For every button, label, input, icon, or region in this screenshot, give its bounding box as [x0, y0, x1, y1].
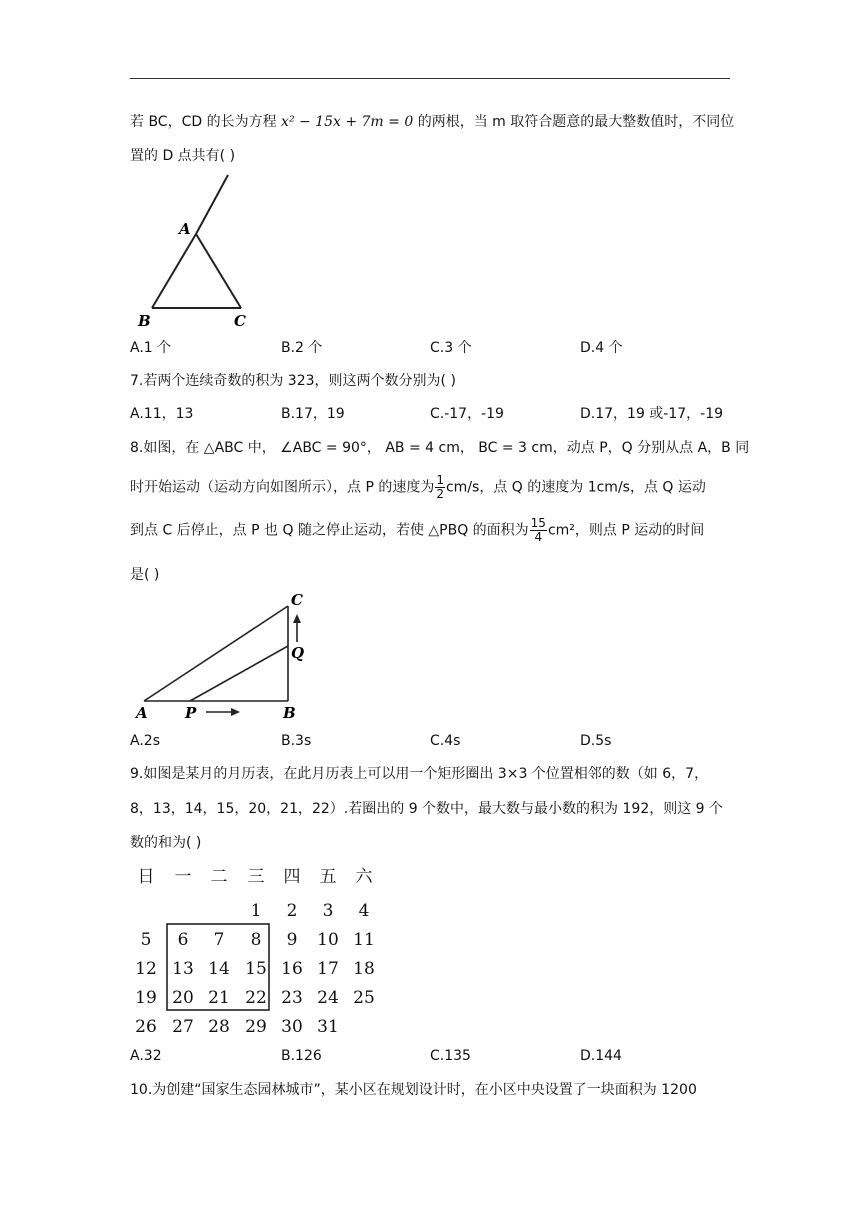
q8-label-p: P: [185, 704, 197, 722]
q9-calendar: [128, 860, 388, 1040]
q9-option-b: B.126: [281, 1048, 322, 1064]
q8-text-b: cm/s，点 Q 的速度为 1cm/s，点 Q 运动: [445, 479, 706, 496]
q9-weekday-2: 二: [210, 867, 228, 887]
q6-side-ab: [152, 234, 196, 308]
q9-weekday-6: 六: [355, 867, 373, 887]
q8-area-num: 15: [530, 516, 546, 530]
q9-calendar-day: 23: [281, 988, 303, 1008]
q8-speed-den: 2: [436, 487, 444, 501]
q9-calendar-day: 22: [245, 988, 267, 1008]
q8-label-b: B: [283, 704, 296, 722]
q9-calendar-day: 17: [317, 959, 339, 979]
q8-triangle-figure: [130, 588, 330, 723]
q9-calendar-day: 7: [213, 930, 225, 950]
q9-calendar-day: 16: [281, 959, 303, 979]
q6-equation: x² − 15x + 7m = 0: [281, 114, 414, 130]
q9-calendar-day: 5: [140, 930, 152, 950]
q8-option-c: C.4s: [430, 733, 461, 749]
q9-calendar-day: 2: [286, 901, 298, 921]
q9-calendar-day: 31: [317, 1017, 339, 1037]
q9-calendar-day: 10: [317, 930, 339, 950]
q8-line-4: 是( ): [130, 567, 160, 583]
q9-option-d: D.144: [580, 1048, 622, 1064]
q8-line-2: [130, 474, 706, 501]
q9-calendar-day: 29: [245, 1017, 267, 1037]
q7-option-a: A.11，13: [130, 406, 194, 422]
q6-side-ac: [196, 234, 241, 308]
q7-stem: 7.若两个连续奇数的积为 323，则这两个数分别为( ): [130, 373, 456, 389]
q9-line-3: 数的和为( ): [130, 835, 202, 851]
q9-calendar-day: 11: [353, 930, 375, 950]
q9-option-a: A.32: [130, 1048, 162, 1064]
q9-calendar-day: 12: [135, 959, 157, 979]
q6-text-a: 若 BC，CD 的长为方程: [130, 114, 282, 130]
q6-label-b: B: [138, 312, 151, 330]
q9-line-2: 8，13，14，15，20，21，22）.若圈出的 9 个数中，最大数与最小数的积为 192，则这 9 个: [130, 801, 724, 817]
q8-text-c: 到点 C 后停止，点 P 也 Q 随之停止运动，若使 △PBQ 的面积为: [130, 522, 529, 539]
q7-option-d: D.17，19 或-17，-19: [580, 406, 724, 422]
q6-option-a: A.1 个: [130, 340, 172, 356]
q8-area-den: 4: [534, 530, 543, 544]
q6-text-b: 的两根，当 m 取符合题意的最大整数值时，不同位: [413, 114, 735, 130]
q9-weekday-5: 五: [319, 867, 337, 887]
q9-line-1: 9.如图是某月的月历表，在此月历表上可以用一个矩形圈出 3×3 个位置相邻的数（如 6，7，: [130, 766, 709, 782]
header-rule: [130, 78, 730, 79]
q8-label-q: Q: [291, 644, 305, 662]
q8-speed-num: 1: [436, 473, 444, 487]
q8-arrow-p-head: [231, 708, 240, 716]
q9-calendar-day: 21: [208, 988, 230, 1008]
q6-line-2: 置的 D 点共有( ): [130, 148, 236, 164]
q9-calendar-day: 20: [172, 988, 194, 1008]
q8-option-a: A.2s: [130, 733, 160, 749]
q9-calendar-day: 19: [135, 988, 157, 1008]
q9-calendar-day: 6: [177, 930, 189, 950]
q8-line-1: 8.如图，在 △ABC 中， ∠ABC = 90°， AB = 4 cm， BC = 3 cm，动点 P，Q 分别从点 A，B 同: [130, 440, 750, 456]
q9-calendar-day: 8: [250, 930, 262, 950]
q6-option-b: B.2 个: [281, 340, 323, 356]
q6-option-d: D.4 个: [580, 340, 623, 356]
q9-weekday-0: 日: [137, 867, 155, 887]
q9-calendar-day: 9: [286, 930, 298, 950]
q8-speed-fraction: [435, 474, 445, 501]
q9-calendar-day: 4: [358, 901, 370, 921]
q8-segment-pq: [190, 646, 288, 701]
q8-option-b: B.3s: [281, 733, 312, 749]
q8-area-fraction: [530, 517, 547, 544]
q9-option-c: C.135: [430, 1048, 471, 1064]
q6-label-c: C: [234, 312, 246, 330]
q8-text-a: 时开始运动（运动方向如图所示），点 P 的速度为: [130, 479, 435, 496]
q8-arrow-q-head: [293, 614, 301, 623]
q9-calendar-day: 28: [208, 1017, 230, 1037]
q6-ray: [196, 175, 228, 234]
q9-calendar-day: 1: [250, 901, 262, 921]
q9-calendar-day: 27: [172, 1017, 194, 1037]
q8-text-d: cm²，则点 P 运动的时间: [547, 522, 705, 539]
q9-calendar-day: 13: [172, 959, 194, 979]
q8-label-a: A: [136, 704, 148, 722]
q9-calendar-day: 18: [353, 959, 375, 979]
q9-calendar-day: 25: [353, 988, 375, 1008]
q8-label-c: C: [291, 591, 303, 609]
q6-line-1: [130, 112, 734, 132]
q10-line-1: 10.为创建“国家生态园林城市”，某小区在规划设计时，在小区中央设置了一块面积为 1200: [130, 1082, 697, 1098]
q9-calendar-day: 15: [245, 959, 267, 979]
q9-calendar-day: 24: [317, 988, 339, 1008]
q6-option-c: C.3 个: [430, 340, 472, 356]
q9-calendar-day: 26: [135, 1017, 157, 1037]
q7-option-c: C.-17，-19: [430, 406, 504, 422]
q8-line-3: [130, 517, 704, 544]
q6-triangle-figure: [130, 170, 260, 330]
q9-calendar-day: 3: [322, 901, 334, 921]
q9-calendar-day: 14: [208, 959, 230, 979]
q6-label-a: A: [179, 220, 191, 238]
q8-option-d: D.5s: [580, 733, 612, 749]
q7-option-b: B.17，19: [281, 406, 345, 422]
q9-calendar-day: 30: [281, 1017, 303, 1037]
q9-weekday-3: 三: [247, 867, 265, 887]
q9-weekday-1: 一: [174, 867, 192, 887]
q9-weekday-4: 四: [283, 867, 301, 887]
